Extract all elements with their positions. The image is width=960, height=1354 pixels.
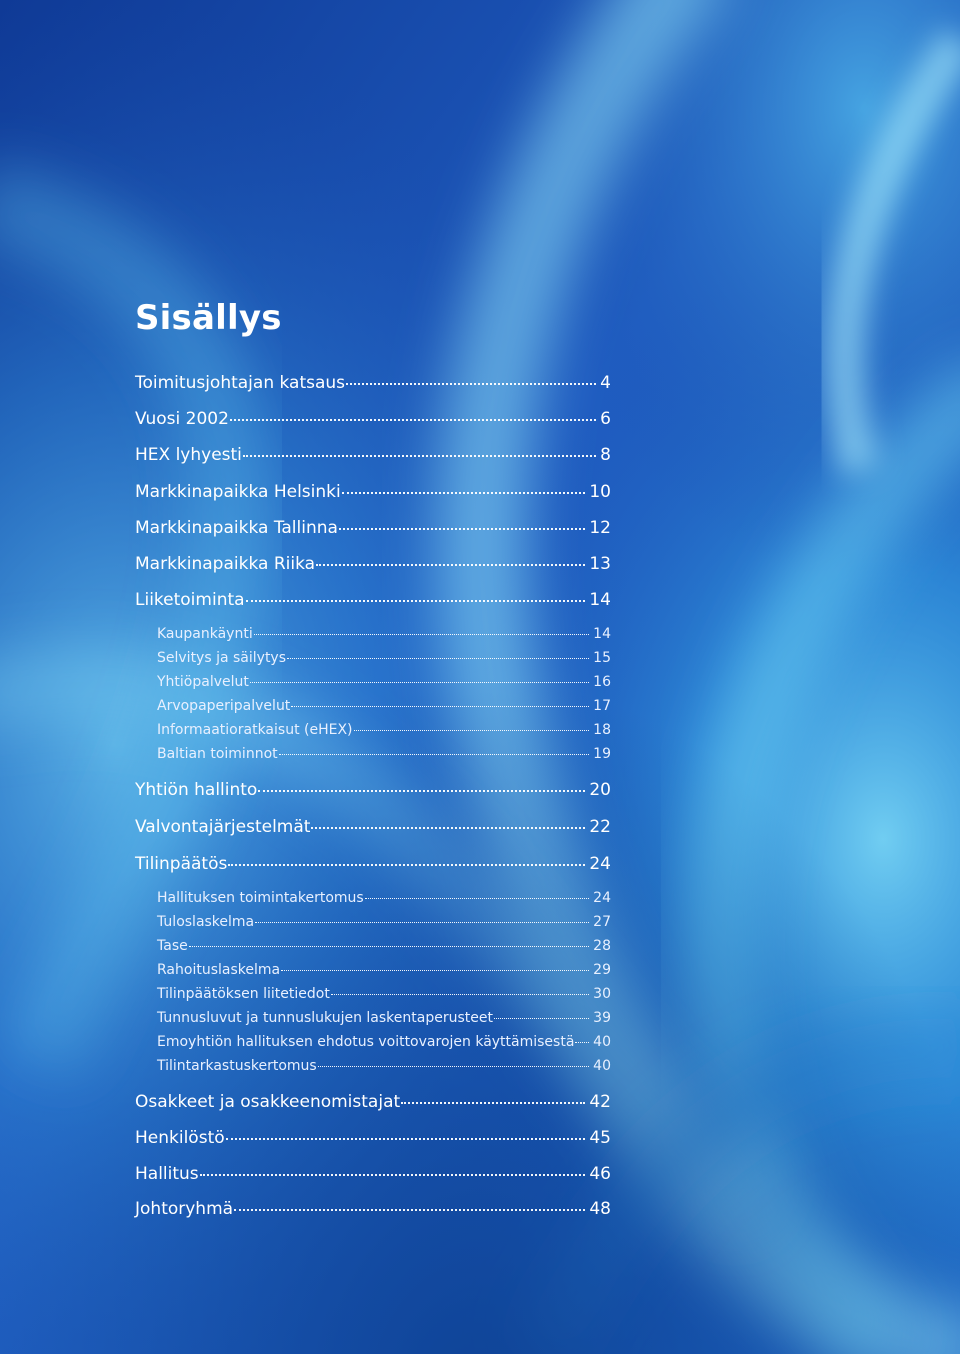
toc-entry[interactable]: [135, 779, 611, 801]
toc-subentry[interactable]: [157, 1009, 611, 1027]
toc-subentry[interactable]: [157, 1033, 611, 1051]
dot-leader: [318, 1066, 589, 1067]
toc-entry-label: Tase: [157, 938, 188, 954]
toc-entry-page-number: 15: [593, 650, 611, 666]
toc-entry[interactable]: [135, 372, 611, 394]
toc-entry-page-number: 4: [600, 373, 611, 393]
toc-subentry[interactable]: [157, 913, 611, 931]
toc-entry-page-number: 13: [589, 554, 611, 574]
dot-leader: [316, 564, 585, 566]
toc-entry-label: HEX lyhyesti: [135, 445, 242, 465]
toc-entry-label: Osakkeet ja osakkeenomistajat: [135, 1092, 401, 1112]
toc-entry[interactable]: [135, 553, 611, 575]
toc-entry-page-number: 28: [593, 938, 611, 954]
toc-entry-page-number: 10: [589, 482, 611, 502]
toc-entry-label: Informaatioratkaisut (eHEX): [157, 722, 353, 738]
toc-subentry[interactable]: [157, 721, 611, 739]
toc-entry-page-number: 29: [593, 962, 611, 978]
dot-leader: [243, 455, 596, 457]
dot-leader: [311, 827, 585, 829]
toc-entry-label: Markkinapaikka Helsinki: [135, 482, 341, 502]
toc-entry-page-number: 42: [589, 1092, 611, 1112]
toc-entry-page-number: 6: [600, 409, 611, 429]
toc-entry-label: Rahoituslaskelma: [157, 962, 281, 978]
toc-entry-page-number: 8: [600, 445, 611, 465]
toc-entry-page-number: 30: [593, 986, 611, 1002]
page-title: Sisällys: [135, 298, 282, 338]
toc-entry-label: Tuloslaskelma: [157, 914, 255, 930]
toc-entry-page-number: 16: [593, 674, 611, 690]
toc-entry-page-number: 12: [589, 518, 611, 538]
toc-entry[interactable]: [135, 1127, 611, 1149]
toc-entry-page-number: 22: [589, 817, 611, 837]
toc-entry[interactable]: [135, 853, 611, 875]
toc-entry-label: Tilintarkastuskertomus: [157, 1058, 317, 1074]
toc-entry-label: Toimitusjohtajan katsaus: [135, 373, 346, 393]
toc-entry-page-number: 17: [593, 698, 611, 714]
dot-leader: [287, 658, 589, 659]
toc-subentry[interactable]: [157, 889, 611, 907]
toc-subentry[interactable]: [157, 697, 611, 715]
dot-leader: [281, 970, 589, 971]
toc-entry-page-number: 18: [593, 722, 611, 738]
dot-leader: [246, 600, 586, 602]
dot-leader: [401, 1102, 585, 1104]
dot-leader: [365, 898, 589, 899]
toc-entry-label: Yhtiöpalvelut: [157, 674, 249, 690]
toc-entry[interactable]: [135, 408, 611, 430]
toc-entry-label: Kaupankäynti: [157, 626, 253, 642]
toc-entry-label: Valvontajärjestelmät: [135, 817, 311, 837]
toc-subentry[interactable]: [157, 649, 611, 667]
dot-leader: [254, 634, 589, 635]
toc-entry-page-number: 46: [589, 1164, 611, 1184]
toc-entry-label: Hallituksen toimintakertomus: [157, 890, 364, 906]
toc-entry[interactable]: [135, 1091, 611, 1113]
dot-leader: [234, 1209, 585, 1211]
dot-leader: [189, 946, 589, 947]
dot-leader: [575, 1042, 589, 1043]
toc-entry-label: Yhtiön hallinto: [135, 780, 258, 800]
toc-entry[interactable]: [135, 1198, 611, 1220]
toc-entry-label: Baltian toiminnot: [157, 746, 278, 762]
toc-entry-page-number: 39: [593, 1010, 611, 1026]
dot-leader: [279, 754, 590, 755]
dot-leader: [339, 528, 585, 530]
dot-leader: [346, 383, 596, 385]
dot-leader: [354, 730, 590, 731]
toc-entry-page-number: 45: [589, 1128, 611, 1148]
toc-subentry[interactable]: [157, 625, 611, 643]
dot-leader: [250, 682, 589, 683]
toc-entry-label: Liiketoiminta: [135, 590, 245, 610]
toc-entry-page-number: 20: [589, 780, 611, 800]
dot-leader: [331, 994, 589, 995]
toc-subentry[interactable]: [157, 673, 611, 691]
toc-entry-page-number: 14: [593, 626, 611, 642]
toc-entry[interactable]: [135, 1163, 611, 1185]
toc-entry-page-number: 27: [593, 914, 611, 930]
dot-leader: [291, 706, 589, 707]
toc-subentry[interactable]: [157, 985, 611, 1003]
toc-subentry[interactable]: [157, 1057, 611, 1075]
toc-entry-page-number: 40: [593, 1034, 611, 1050]
toc-subentry[interactable]: [157, 745, 611, 763]
toc-entry-label: Markkinapaikka Riika: [135, 554, 316, 574]
toc-entry-page-number: 24: [589, 854, 611, 874]
dot-leader: [494, 1018, 589, 1019]
toc-entry-label: Arvopaperipalvelut: [157, 698, 291, 714]
toc-entry[interactable]: [135, 589, 611, 611]
toc-entry-page-number: 24: [593, 890, 611, 906]
toc-entry-page-number: 40: [593, 1058, 611, 1074]
dot-leader: [342, 492, 586, 494]
toc-entry-label: Emoyhtiön hallituksen ehdotus voittovarojen käyttämisestä: [157, 1034, 575, 1050]
toc-subentry[interactable]: [157, 961, 611, 979]
toc-entry[interactable]: [135, 481, 611, 503]
toc-subentry[interactable]: [157, 937, 611, 955]
dot-leader: [226, 1138, 586, 1140]
toc-entry[interactable]: [135, 816, 611, 838]
toc-entry-label: Vuosi 2002: [135, 409, 229, 429]
toc-entry-label: Johtoryhmä: [135, 1199, 234, 1219]
dot-leader: [200, 1174, 586, 1176]
toc-entry-label: Tunnusluvut ja tunnuslukujen laskentaperusteet: [157, 1010, 493, 1026]
toc-entry-label: Markkinapaikka Tallinna: [135, 518, 338, 538]
toc-entry-page-number: 14: [589, 590, 611, 610]
toc-entry-label: Selvitys ja säilytys: [157, 650, 287, 666]
toc-entry[interactable]: [135, 444, 611, 466]
toc-entry-label: Hallitus: [135, 1164, 199, 1184]
toc-entry-label: Tilinpäätös: [135, 854, 228, 874]
toc-entry-page-number: 19: [593, 746, 611, 762]
dot-leader: [228, 864, 585, 866]
toc-entry-page-number: 48: [589, 1199, 611, 1219]
toc-entry-label: Henkilöstö: [135, 1128, 225, 1148]
dot-leader: [258, 790, 585, 792]
toc-entry[interactable]: [135, 517, 611, 539]
toc-entry-label: Tilinpäätöksen liitetiedot: [157, 986, 330, 1002]
dot-leader: [255, 922, 589, 923]
dot-leader: [230, 419, 596, 421]
